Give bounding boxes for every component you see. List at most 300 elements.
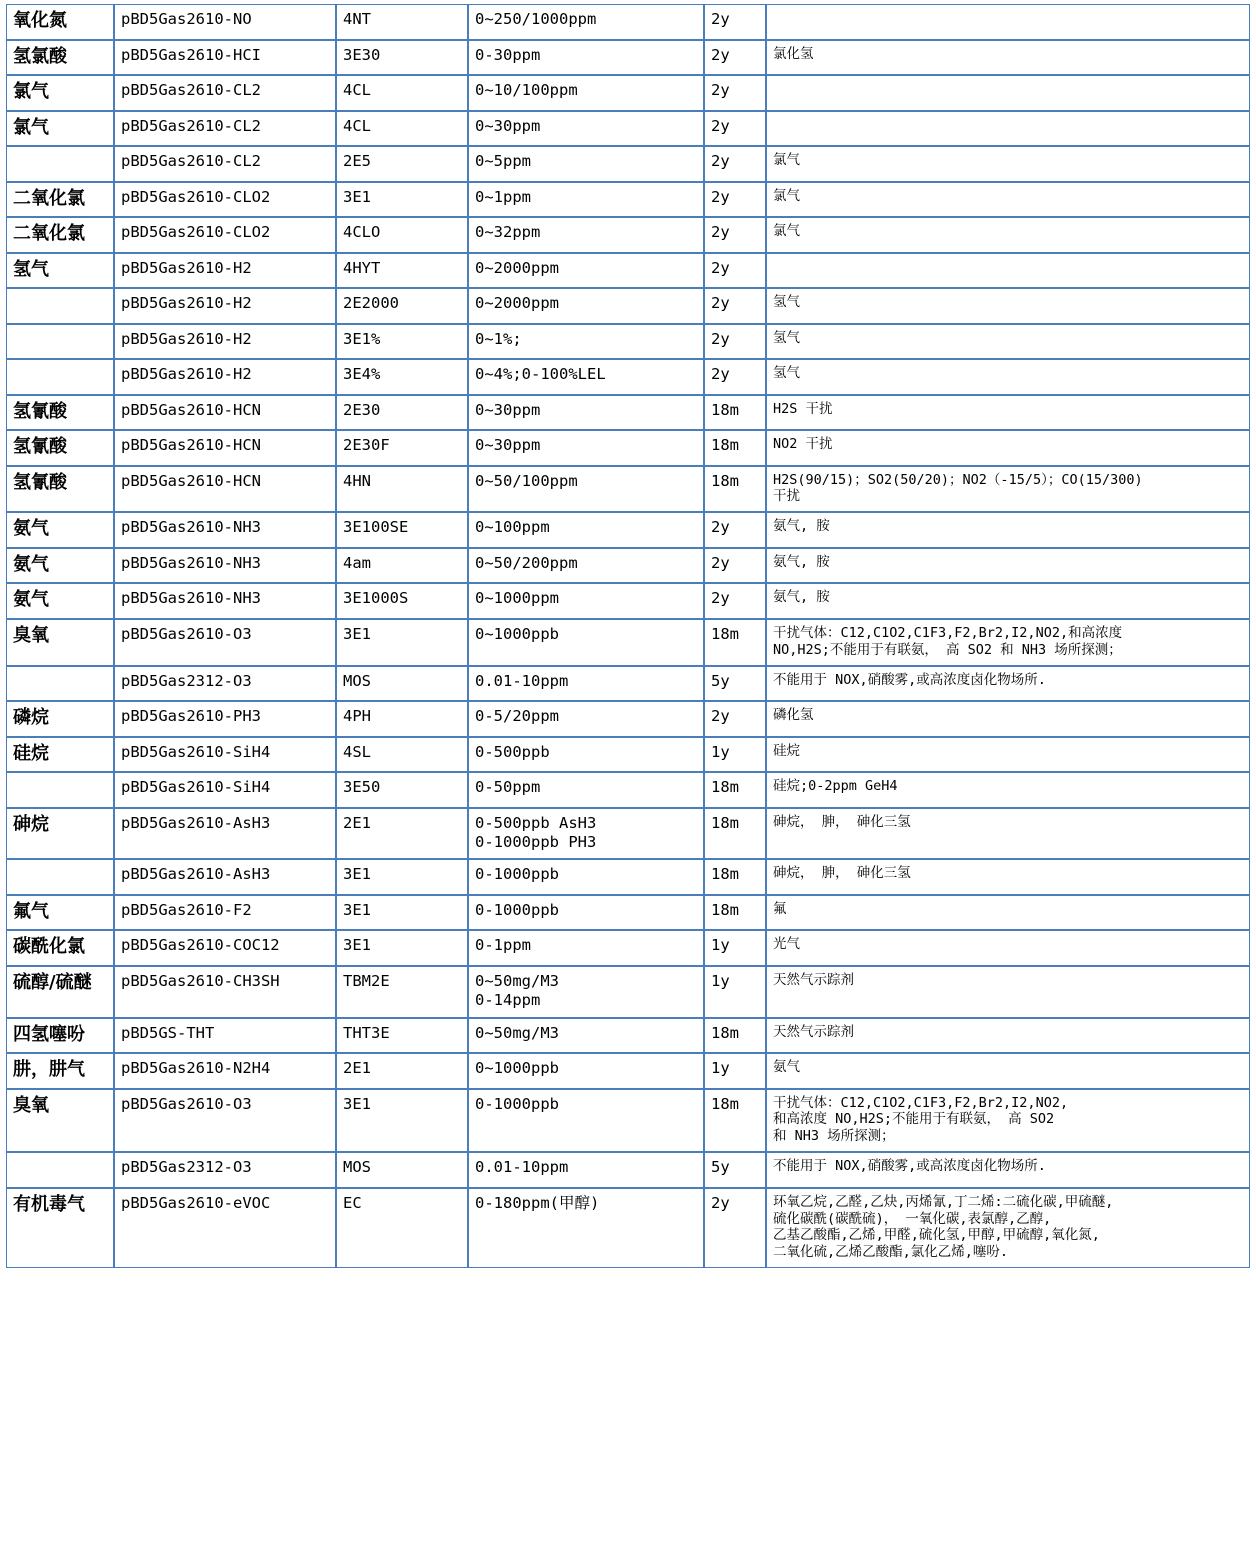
life-cell-line: 18m: [711, 778, 739, 796]
sensor-code-cell-line: 3E1: [343, 936, 371, 955]
remarks-cell-line: 砷烷， 胂， 砷化三氢: [773, 865, 911, 882]
model-cell: [114, 111, 336, 147]
sensor-code-cell: [336, 666, 468, 702]
model-cell-line: pBD5Gas2610-F2: [121, 900, 252, 919]
remarks-cell: [766, 583, 1250, 619]
range-cell: [468, 701, 704, 737]
life-cell-line: 18m: [711, 900, 739, 919]
life-cell: [704, 111, 766, 147]
table-row: [6, 619, 1250, 666]
sensor-code-cell: [336, 1018, 468, 1054]
range-cell: [468, 895, 704, 931]
gas-name-cell-line: 氢氰酸: [13, 471, 67, 493]
gas-name-cell: [6, 512, 114, 548]
table-row: [6, 359, 1250, 395]
life-cell: [704, 1188, 766, 1269]
gas-name-cell: [6, 111, 114, 147]
sensor-code-cell-line: 2E30: [343, 400, 381, 419]
range-cell-line: 0-5/20ppm: [475, 707, 559, 725]
remarks-cell: [766, 395, 1250, 431]
remarks-cell-line: 氯气: [773, 223, 800, 239]
gas-name-cell-line: 氢氰酸: [13, 436, 67, 457]
life-cell-line: 18m: [711, 813, 739, 832]
model-cell-line: pBD5Gas2610-SiH4: [121, 778, 271, 796]
range-cell: [468, 182, 704, 218]
model-cell-line: pBD5GS-THT: [121, 1023, 215, 1042]
remarks-cell: [766, 359, 1250, 395]
range-cell-line: 0~50/100ppm: [475, 471, 578, 490]
model-cell: [114, 666, 336, 702]
range-cell-line: 0~10/100ppm: [475, 81, 578, 99]
remarks-cell-line: H2S(90/15)；SO2(50/20)；NO2（-15/5）；CO(15/300): [773, 471, 1143, 488]
gas-name-cell-line: 碳酰化氯: [13, 936, 85, 958]
model-cell: [114, 4, 336, 40]
table-row: [6, 808, 1250, 860]
table-row: [6, 324, 1250, 360]
life-cell: [704, 146, 766, 182]
table-row: [6, 666, 1250, 702]
gas-name-cell: [6, 772, 114, 808]
gas-name-cell: [6, 930, 114, 966]
range-cell-line: 0-50ppm: [475, 778, 541, 796]
gas-name-cell: [6, 146, 114, 182]
range-cell: [468, 466, 704, 513]
range-cell: [468, 40, 704, 76]
life-cell: [704, 288, 766, 324]
model-cell-line: pBD5Gas2610-O3: [121, 1094, 252, 1113]
sensor-code-cell: [336, 548, 468, 584]
gas-name-cell-line: 有机毒气: [13, 1193, 85, 1215]
life-cell: [704, 217, 766, 253]
sensor-code-cell: [336, 253, 468, 289]
table-row: [6, 772, 1250, 808]
range-cell: [468, 966, 704, 1018]
sensor-code-cell-line: 2E1: [343, 813, 371, 832]
gas-sensor-spec-table: [6, 4, 1250, 1268]
gas-name-cell: [6, 40, 114, 76]
sensor-code-cell: [336, 583, 468, 619]
remarks-cell: [766, 1188, 1250, 1269]
model-cell: [114, 1188, 336, 1269]
life-cell-line: 1y: [711, 1059, 730, 1077]
life-cell: [704, 583, 766, 619]
sensor-code-cell: [336, 466, 468, 513]
remarks-cell-line: 氨气, 胺: [773, 553, 830, 570]
remarks-cell-line: 氨气: [773, 1059, 800, 1075]
range-cell: [468, 548, 704, 584]
table-row: [6, 217, 1250, 253]
sensor-code-cell: [336, 512, 468, 548]
remarks-cell: [766, 619, 1250, 666]
sensor-code-cell-line: 2E5: [343, 152, 371, 170]
range-cell: [468, 359, 704, 395]
life-cell-line: 5y: [711, 1158, 730, 1177]
range-cell: [468, 217, 704, 253]
remarks-cell: [766, 111, 1250, 147]
range-cell-line: 0~100ppm: [475, 518, 550, 537]
model-cell-line: pBD5Gas2610-HCN: [121, 400, 261, 419]
life-cell-line: 2y: [711, 152, 730, 170]
range-cell: [468, 859, 704, 895]
sensor-code-cell: [336, 930, 468, 966]
sensor-code-cell-line: MOS: [343, 671, 371, 690]
model-cell: [114, 395, 336, 431]
life-cell: [704, 359, 766, 395]
range-cell-line: 0~50mg/M3: [475, 1023, 559, 1042]
sensor-code-cell-line: 3E30: [343, 45, 381, 64]
model-cell-line: pBD5Gas2610-AsH3: [121, 865, 271, 884]
life-cell: [704, 701, 766, 737]
remarks-cell: [766, 1089, 1250, 1153]
gas-name-cell: [6, 182, 114, 218]
remarks-cell-line: 硫化碳酰(碳酰硫)， 一氧化碳,表氯醇,乙醇,: [773, 1210, 1052, 1227]
remarks-cell-line: 干扰气体：C12,C1O2,C1F3,F2,Br2,I2,NO2,和高浓度: [773, 624, 1123, 641]
gas-name-cell: [6, 808, 114, 860]
gas-name-cell-line: 二氧化氯: [13, 223, 85, 244]
model-cell-line: pBD5Gas2610-H2: [121, 329, 252, 348]
remarks-cell: [766, 512, 1250, 548]
gas-name-cell-line: 氢气: [13, 258, 49, 280]
life-cell: [704, 1152, 766, 1188]
sensor-code-cell: [336, 40, 468, 76]
gas-name-cell: [6, 430, 114, 466]
model-cell: [114, 512, 336, 548]
remarks-cell: [766, 1152, 1250, 1188]
remarks-cell: [766, 4, 1250, 40]
gas-name-cell: [6, 859, 114, 895]
table-row: [6, 1152, 1250, 1188]
remarks-cell: [766, 966, 1250, 1018]
model-cell: [114, 930, 336, 966]
range-cell-line: 0~50/200ppm: [475, 553, 578, 572]
life-cell-line: 18m: [711, 624, 739, 643]
sensor-code-cell: [336, 701, 468, 737]
gas-name-cell-line: 氟气: [13, 900, 49, 922]
sensor-code-cell-line: 4HYT: [343, 258, 381, 277]
remarks-cell: [766, 548, 1250, 584]
remarks-cell: [766, 430, 1250, 466]
remarks-cell-line: 二氧化硫,乙烯乙酸酯,氯化乙烯,噻吩.: [773, 1244, 1009, 1261]
remarks-cell: [766, 288, 1250, 324]
model-cell: [114, 324, 336, 360]
remarks-cell-line: 乙基乙酸酯,乙烯,甲醛,硫化氢,甲醇,甲硫醇,氧化氮,: [773, 1227, 1100, 1244]
sensor-code-cell: [336, 111, 468, 147]
sensor-code-cell-line: 4CLO: [343, 223, 381, 241]
sensor-code-cell-line: MOS: [343, 1158, 371, 1177]
life-cell: [704, 808, 766, 860]
range-cell-line: 0.01-10ppm: [475, 671, 569, 690]
model-cell: [114, 288, 336, 324]
table-row: [6, 1053, 1250, 1089]
range-cell: [468, 808, 704, 860]
sensor-code-cell: [336, 146, 468, 182]
model-cell: [114, 859, 336, 895]
gas-name-cell: [6, 1053, 114, 1089]
sensor-code-cell: [336, 808, 468, 860]
table-row: [6, 737, 1250, 773]
range-cell-line: 0-1000ppb: [475, 900, 559, 919]
remarks-cell-line: 硅烷;0-2ppm GeH4: [773, 778, 898, 794]
table-row: [6, 895, 1250, 931]
remarks-cell: [766, 895, 1250, 931]
model-cell-line: pBD5Gas2610-NH3: [121, 553, 261, 572]
life-cell-line: 1y: [711, 971, 730, 990]
gas-name-cell-line: 肼，肼气: [13, 1059, 85, 1080]
model-cell-line: pBD5Gas2610-COC12: [121, 936, 280, 955]
life-cell: [704, 4, 766, 40]
life-cell-line: 2y: [711, 518, 730, 537]
life-cell-line: 2y: [711, 187, 730, 206]
range-cell: [468, 253, 704, 289]
table-row: [6, 146, 1250, 182]
table-row: [6, 859, 1250, 895]
model-cell-line: pBD5Gas2610-NO: [121, 10, 252, 28]
model-cell-line: pBD5Gas2610-CL2: [121, 81, 261, 99]
range-cell-line: 0-1000ppb: [475, 1094, 559, 1113]
range-cell: [468, 737, 704, 773]
table-row: [6, 395, 1250, 431]
sensor-code-cell-line: 3E1: [343, 900, 371, 919]
remarks-cell-line: 环氧乙烷,乙醛,乙炔,丙烯氰,丁二烯:二硫化碳,甲硫醚,: [773, 1193, 1114, 1210]
model-cell-line: pBD5Gas2610-N2H4: [121, 1059, 271, 1077]
sensor-code-cell-line: TBM2E: [343, 971, 390, 990]
sensor-code-cell-line: 3E1%: [343, 329, 381, 348]
model-cell-line: pBD5Gas2610-HCN: [121, 471, 261, 490]
range-cell: [468, 583, 704, 619]
sensor-code-cell: [336, 217, 468, 253]
model-cell-line: pBD5Gas2610-CLO2: [121, 223, 271, 241]
table-row: [6, 1018, 1250, 1054]
life-cell: [704, 619, 766, 666]
gas-name-cell: [6, 583, 114, 619]
model-cell: [114, 40, 336, 76]
sensor-code-cell-line: 3E1: [343, 865, 371, 884]
sensor-code-cell: [336, 1188, 468, 1269]
life-cell: [704, 966, 766, 1018]
remarks-cell: [766, 146, 1250, 182]
remarks-cell: [766, 737, 1250, 773]
sensor-code-cell: [336, 4, 468, 40]
life-cell-line: 2y: [711, 365, 730, 383]
table-row: [6, 75, 1250, 111]
life-cell-line: 2y: [711, 329, 730, 348]
life-cell-line: 1y: [711, 936, 730, 955]
sensor-code-cell-line: 4CL: [343, 81, 371, 99]
sensor-code-cell: [336, 1152, 468, 1188]
model-cell-line: pBD5Gas2610-H2: [121, 365, 252, 383]
sensor-code-cell: [336, 772, 468, 808]
model-cell: [114, 182, 336, 218]
table-row: [6, 182, 1250, 218]
gas-name-cell: [6, 288, 114, 324]
gas-name-cell-line: 四氢噻吩: [13, 1023, 85, 1045]
sensor-code-cell-line: 3E1: [343, 187, 371, 206]
life-cell: [704, 1018, 766, 1054]
remarks-cell-line: 天然气示踪剂: [773, 971, 854, 988]
range-cell: [468, 4, 704, 40]
table-row: [6, 701, 1250, 737]
range-cell: [468, 75, 704, 111]
gas-name-cell: [6, 4, 114, 40]
life-cell-line: 2y: [711, 1193, 730, 1212]
range-cell-line: 0.01-10ppm: [475, 1158, 569, 1177]
sensor-code-cell: [336, 288, 468, 324]
remarks-cell: [766, 701, 1250, 737]
sensor-code-cell-line: 4CL: [343, 116, 371, 135]
gas-name-cell: [6, 548, 114, 584]
table-row: [6, 430, 1250, 466]
life-cell-line: 2y: [711, 45, 730, 64]
life-cell: [704, 324, 766, 360]
sensor-code-cell-line: 3E50: [343, 778, 381, 796]
range-cell-line: 0~32ppm: [475, 223, 541, 241]
gas-name-cell: [6, 1089, 114, 1153]
model-cell-line: pBD5Gas2312-O3: [121, 671, 252, 690]
gas-name-cell-line: 臭氧: [13, 1094, 49, 1116]
life-cell-line: 1y: [711, 742, 730, 761]
range-cell-line: 0-1000ppb PH3: [475, 832, 597, 851]
life-cell: [704, 1053, 766, 1089]
model-cell: [114, 548, 336, 584]
gas-name-cell-line: 氨气: [13, 553, 49, 575]
range-cell-line: 0~30ppm: [475, 436, 541, 454]
sensor-code-cell: [336, 859, 468, 895]
gas-name-cell: [6, 1018, 114, 1054]
remarks-cell-line: 氢气: [773, 329, 800, 346]
gas-name-cell: [6, 253, 114, 289]
remarks-cell-line: 硅烷: [773, 742, 800, 759]
range-cell: [468, 430, 704, 466]
model-cell-line: pBD5Gas2312-O3: [121, 1158, 252, 1177]
range-cell: [468, 1152, 704, 1188]
range-cell: [468, 1018, 704, 1054]
remarks-cell-line: 氯气: [773, 152, 800, 168]
sensor-code-cell-line: 3E1000S: [343, 589, 409, 608]
remarks-cell: [766, 182, 1250, 218]
remarks-cell-line: 氯气: [773, 187, 800, 204]
model-cell: [114, 430, 336, 466]
remarks-cell-line: 氯化氢: [773, 45, 814, 62]
table-row: [6, 1089, 1250, 1153]
range-cell-line: 0~30ppm: [475, 116, 541, 135]
range-cell-line: 0-1000ppb: [475, 865, 559, 884]
sensor-code-cell: [336, 395, 468, 431]
life-cell: [704, 895, 766, 931]
model-cell-line: pBD5Gas2610-CL2: [121, 116, 261, 135]
gas-name-cell-line: 氯气: [13, 116, 49, 138]
range-cell-line: 0~50mg/M3: [475, 971, 559, 990]
remarks-cell: [766, 466, 1250, 513]
model-cell-line: pBD5Gas2610-HCI: [121, 45, 261, 64]
sensor-code-cell-line: 4HN: [343, 471, 371, 490]
model-cell: [114, 359, 336, 395]
remarks-cell-line: 干扰气体：C12,C1O2,C1F3,F2,Br2,I2,NO2,: [773, 1094, 1069, 1111]
life-cell: [704, 182, 766, 218]
life-cell-line: 2y: [711, 10, 730, 28]
life-cell-line: 2y: [711, 258, 730, 277]
range-cell-line: 0~1000ppm: [475, 589, 559, 608]
table-row: [6, 40, 1250, 76]
model-cell-line: pBD5Gas2610-SiH4: [121, 742, 271, 761]
sensor-code-cell: [336, 1089, 468, 1153]
range-cell: [468, 619, 704, 666]
sensor-code-cell: [336, 1053, 468, 1089]
gas-name-cell-line: 氢氰酸: [13, 400, 67, 422]
remarks-cell: [766, 75, 1250, 111]
range-cell-line: 0~5ppm: [475, 152, 531, 170]
range-cell: [468, 666, 704, 702]
gas-name-cell-line: 氨气: [13, 589, 49, 611]
model-cell: [114, 701, 336, 737]
sensor-code-cell-line: 2E30F: [343, 436, 390, 454]
table-row: [6, 288, 1250, 324]
life-cell-line: 5y: [711, 671, 730, 690]
gas-name-cell: [6, 666, 114, 702]
life-cell: [704, 666, 766, 702]
life-cell-line: 2y: [711, 116, 730, 135]
remarks-cell-line: NO2 干扰: [773, 436, 833, 452]
range-cell: [468, 395, 704, 431]
remarks-cell: [766, 772, 1250, 808]
model-cell-line: pBD5Gas2610-O3: [121, 624, 252, 643]
model-cell-line: pBD5Gas2610-NH3: [121, 589, 261, 608]
model-cell: [114, 1053, 336, 1089]
range-cell-line: 0~250/1000ppm: [475, 10, 597, 28]
gas-name-cell-line: 硫醇/硫醚: [13, 971, 92, 993]
gas-name-cell-line: 氯气: [13, 81, 49, 102]
table-row: [6, 966, 1250, 1018]
range-cell: [468, 288, 704, 324]
table-row: [6, 930, 1250, 966]
gas-name-cell: [6, 895, 114, 931]
range-cell-line: 0~4%;0-100%LEL: [475, 365, 606, 383]
model-cell: [114, 583, 336, 619]
range-cell-line: 0~1000ppb: [475, 624, 559, 643]
life-cell-line: 2y: [711, 81, 730, 99]
model-cell-line: pBD5Gas2610-NH3: [121, 518, 261, 537]
remarks-cell-line: 砷烷， 胂， 砷化三氢: [773, 813, 911, 830]
sensor-code-cell-line: 4NT: [343, 10, 371, 28]
life-cell-line: 18m: [711, 1094, 739, 1113]
model-cell-line: pBD5Gas2610-CL2: [121, 152, 261, 170]
sensor-code-cell-line: 4PH: [343, 707, 371, 725]
remarks-cell-line: 磷化氢: [773, 707, 814, 723]
table-row: [6, 548, 1250, 584]
model-cell-line: pBD5Gas2610-HCN: [121, 436, 261, 454]
table-row: [6, 466, 1250, 513]
sensor-code-cell-line: THT3E: [343, 1023, 390, 1042]
range-cell-line: 0~1000ppb: [475, 1059, 559, 1077]
model-cell: [114, 253, 336, 289]
remarks-cell-line: 光气: [773, 936, 800, 953]
model-cell-line: pBD5Gas2610-AsH3: [121, 813, 271, 832]
model-cell-line: pBD5Gas2610-PH3: [121, 707, 261, 725]
range-cell-line: 0~1ppm: [475, 187, 531, 206]
life-cell: [704, 466, 766, 513]
range-cell: [468, 1089, 704, 1153]
gas-name-cell-line: 磷烷: [13, 707, 49, 728]
range-cell: [468, 512, 704, 548]
remarks-cell-line: H2S 干扰: [773, 400, 833, 417]
remarks-cell-line: NO,H2S;不能用于有联氨， 高 SO2 和 NH3 场所探测；: [773, 641, 1122, 658]
model-cell-line: pBD5Gas2610-CLO2: [121, 187, 271, 206]
range-cell: [468, 772, 704, 808]
range-cell-line: 0~2000ppm: [475, 294, 559, 312]
model-cell: [114, 966, 336, 1018]
remarks-cell-line: 氨气, 胺: [773, 589, 830, 606]
remarks-cell-line: 天然气示踪剂: [773, 1023, 854, 1040]
sensor-code-cell: [336, 966, 468, 1018]
